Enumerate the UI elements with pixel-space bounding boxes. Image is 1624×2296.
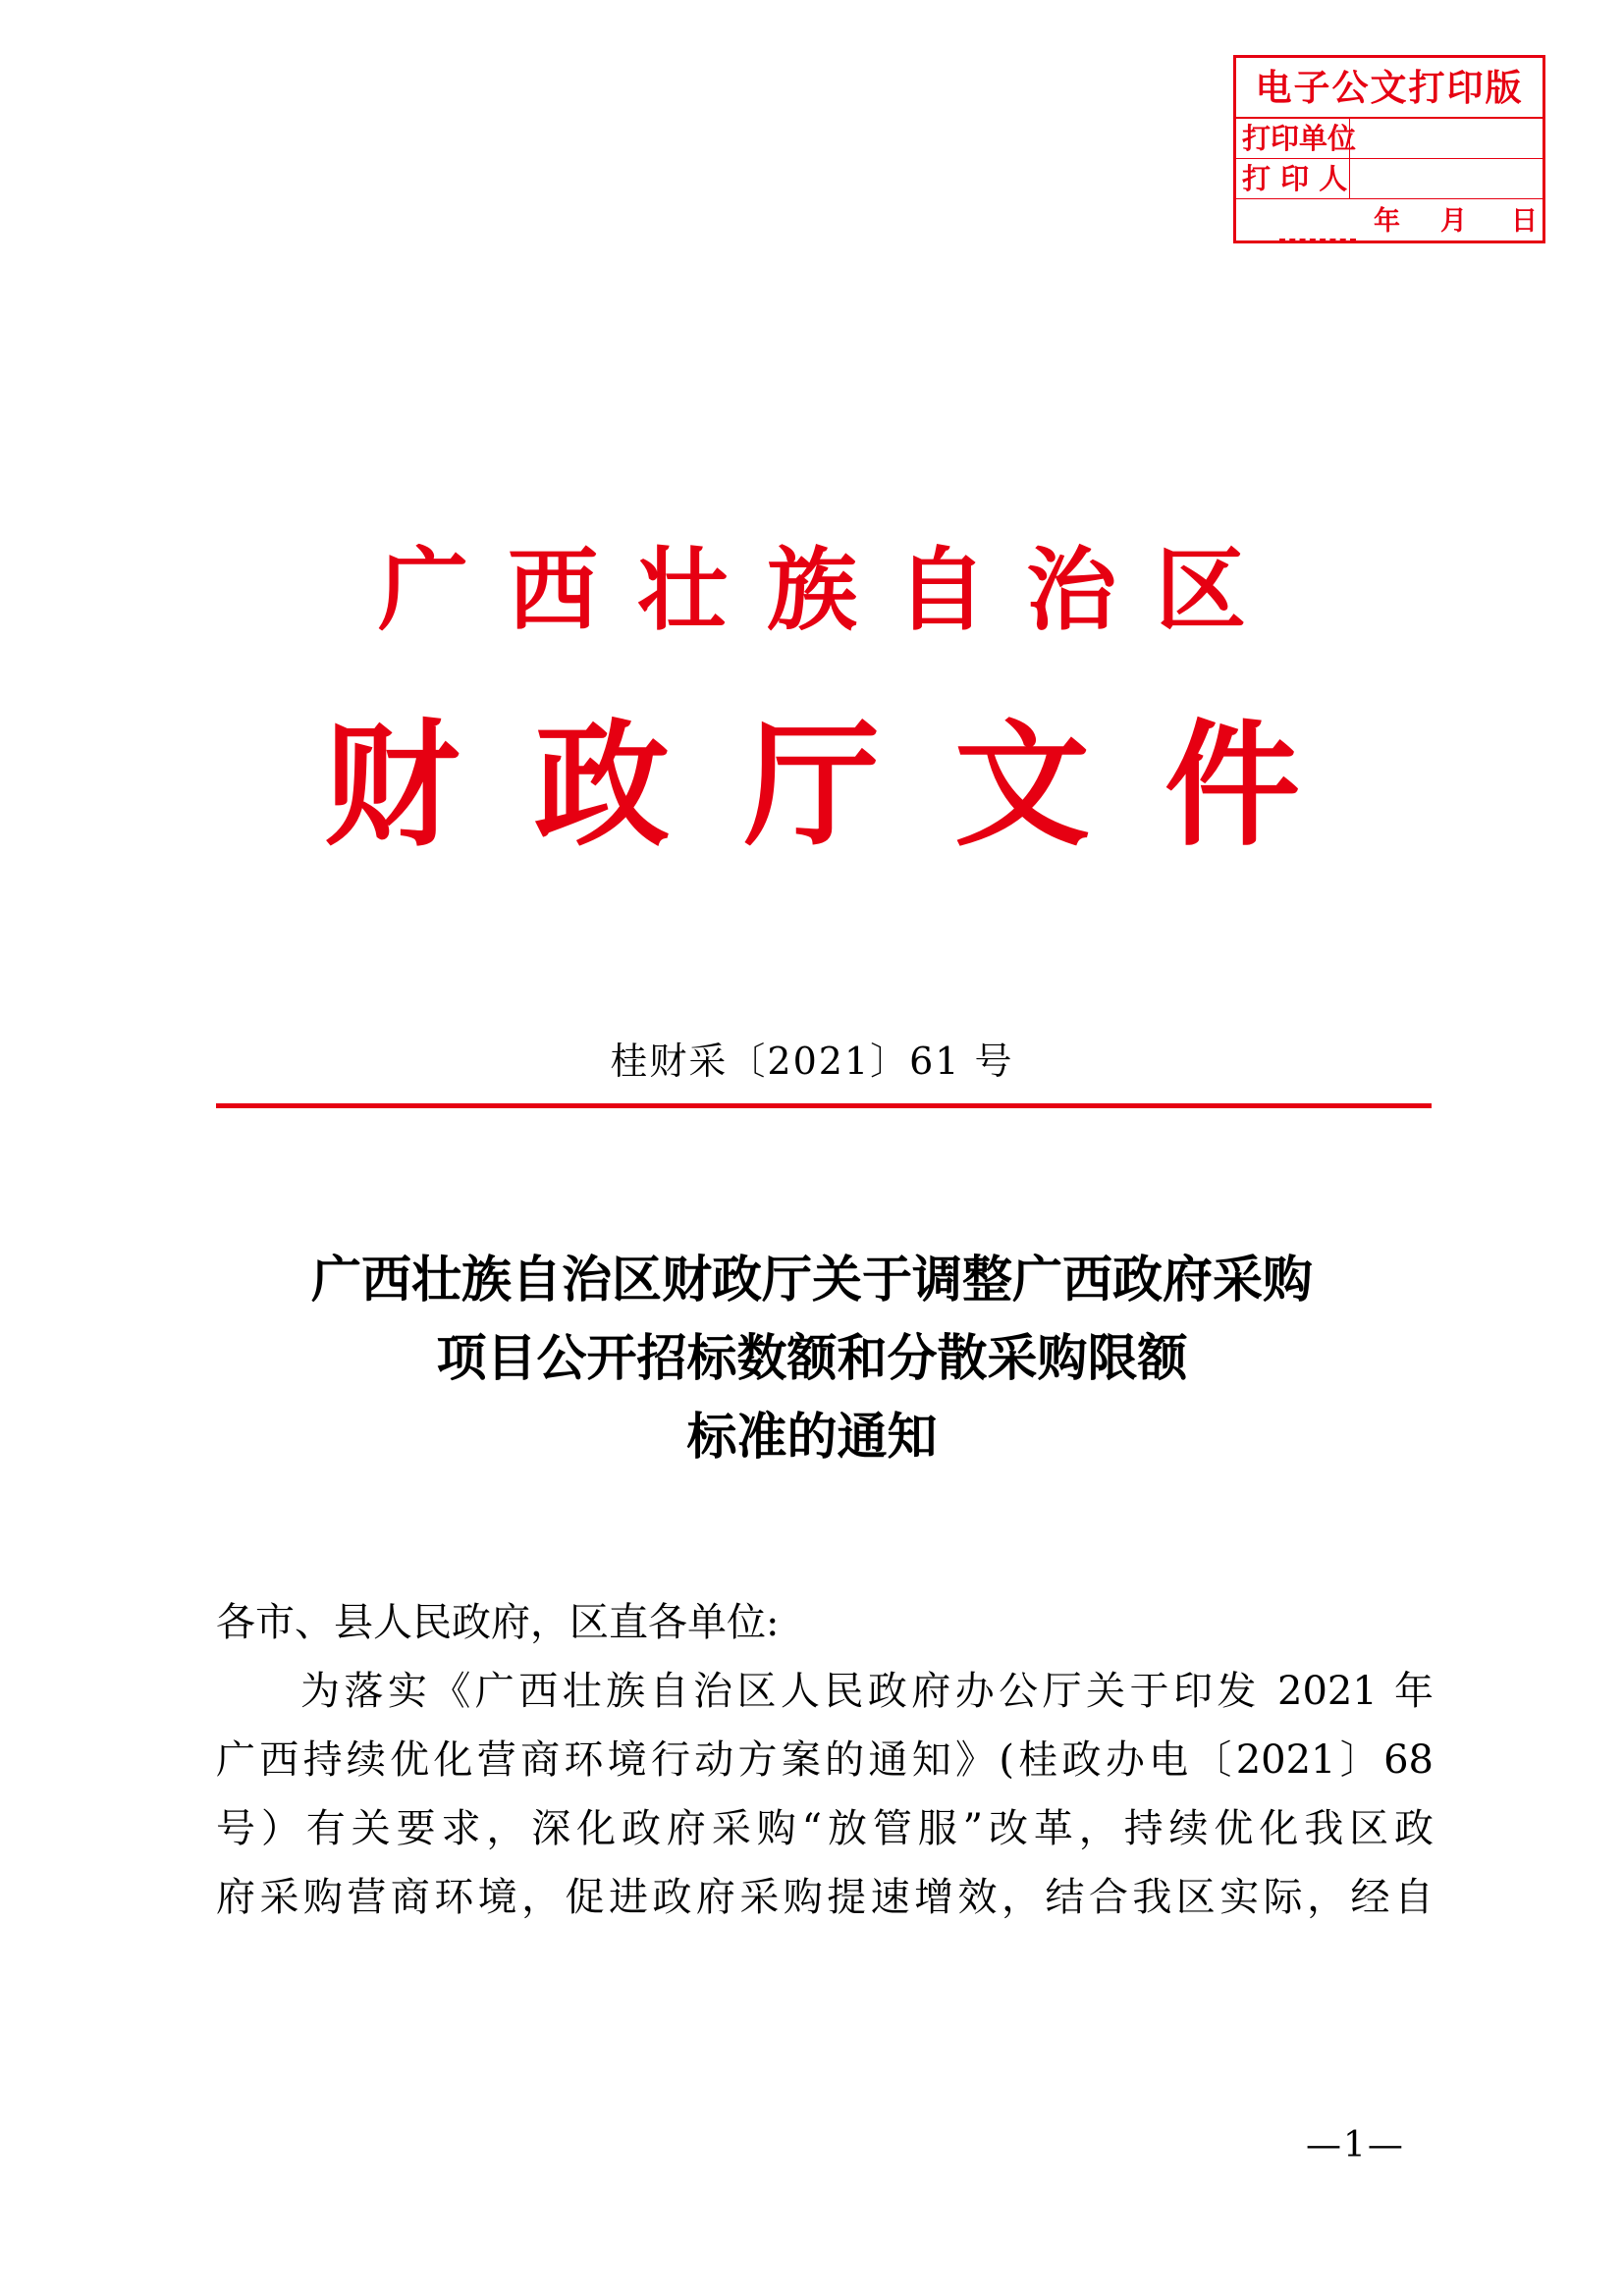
- body-line-3: 号）有关要求，深化政府采购“放管服”改革，持续优化我区政: [216, 1806, 1434, 1851]
- stamp-person-row: [1236, 159, 1543, 199]
- stamp-month-label: 月: [1440, 206, 1467, 237]
- body-line-2: 广西持续优化营商环境行动方案的通知》(桂政办电〔2021〕68: [216, 1737, 1434, 1783]
- stamp-person-label: 打 印 人: [1236, 159, 1350, 198]
- title-line-3: 标准的通知: [686, 1408, 938, 1467]
- print-stamp: [1233, 55, 1545, 243]
- title-line-1: 广西壮族自治区财政厅关于调整广西政府采购: [310, 1251, 1313, 1309]
- body-line-4: 府采购营商环境，促进政府采购提速增效，结合我区实际，经自: [216, 1875, 1434, 1920]
- stamp-unit-row: [1236, 119, 1543, 159]
- stamp-title: 电子公文打印版: [1236, 58, 1543, 119]
- document-title: [0, 1241, 1624, 1476]
- document-body: [216, 1588, 1434, 1932]
- red-divider-line: [216, 1103, 1432, 1108]
- stamp-unit-field: [1350, 119, 1543, 158]
- stamp-dash-line: [1279, 239, 1356, 240]
- document-number: 桂财采〔2021〕61 号: [610, 1040, 1014, 1083]
- title-line-2: 项目公开招标数额和分散采购限额: [436, 1329, 1188, 1388]
- stamp-year-label: 年: [1374, 206, 1400, 237]
- stamp-person-field: [1350, 159, 1543, 198]
- stamp-day-label: 日: [1511, 206, 1538, 237]
- page-number: —1—: [1306, 2125, 1405, 2165]
- salutation: 各市、县人民政府，区直各单位:: [216, 1600, 780, 1645]
- issuer-org-heading: 广西壮族自治区: [377, 537, 1285, 643]
- issuer-doctype-heading: 财政厅文件: [323, 705, 1375, 865]
- body-line-1: 为落实《广西壮族自治区人民政府办公厅关于印发 2021 年: [300, 1669, 1434, 1714]
- stamp-date-row: [1236, 199, 1543, 244]
- stamp-unit-label: 打印单位: [1236, 119, 1350, 158]
